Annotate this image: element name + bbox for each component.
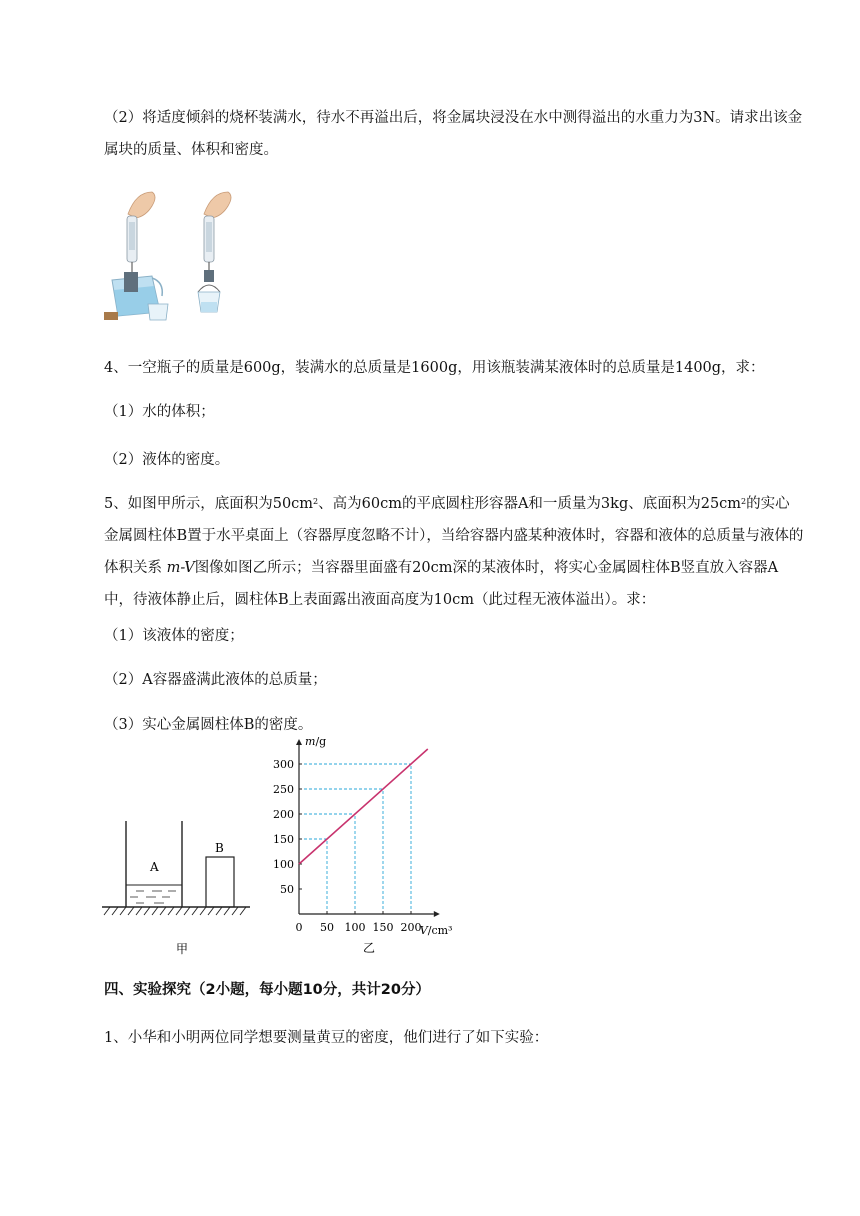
x-tick-label: 0 — [295, 921, 303, 934]
q4-sub2: （2）液体的密度。 — [104, 452, 230, 468]
cylinder-b-label: B — [215, 841, 224, 855]
q5-sub2: （2）A容器盛满此液体的总质量； — [104, 672, 327, 688]
y-tick-label: 200 — [273, 808, 294, 821]
section-4-heading: 四、实验探究（2小题，每小题10分，共计20分） — [104, 982, 430, 998]
y-tick-label: 300 — [273, 758, 294, 771]
q3-part2: （2）将适度倾斜的烧杯装满水，待水不再溢出后，将金属块浸没在水中测得溢出的水重力为3N。请求出该金属块的质量、体积和密度。 — [104, 110, 803, 158]
overflow-experiment-figure — [100, 186, 250, 326]
q5-stem: 5、如图甲所示，底面积为$50cm^2$、高为60cm的平底圆柱形容器A和一质量为3kg、底面积为$25cm^2$的实心金属圆柱体B置于水平桌面上（容器厚度忽略不计），当给容器内盛某种液体时，容器和液体的总质量与液体的体积关系 m-V图像如图乙所示；当容器里面盛有20cm深的某液体时，将实心金属圆柱体B竖直放入容器A中，待液体静止后，圆柱体B上表面露出液面高度为10cm（此过程无液体溢出）。求： — [104, 496, 804, 608]
x-tick-label: 200 — [400, 921, 422, 934]
x-tick-label: 50 — [320, 921, 334, 934]
x-axis-label: V/cm³ — [419, 924, 453, 937]
experiment-1-stem: 1、小华和小明两位同学想要测量黄豆的密度，他们进行了如下实验： — [104, 1030, 549, 1046]
q5-sub3: （3）实心金属圆柱体B的密度。 — [104, 717, 313, 733]
y-tick-label: 50 — [280, 883, 294, 896]
figure-jia — [100, 815, 260, 960]
q4-sub1: （1）水的体积； — [104, 404, 215, 420]
x-axis-arrow — [434, 911, 440, 917]
y-tick-label: 250 — [273, 783, 294, 796]
y-axis-label: m/g — [305, 735, 327, 748]
figure-yi-caption: 乙 — [362, 941, 376, 955]
x-tick-label: 100 — [344, 921, 366, 934]
q5-sub1: （1）该液体的密度； — [104, 628, 244, 644]
mv-series-line — [299, 749, 428, 864]
y-tick-label: 150 — [273, 833, 294, 846]
container-a-label: A — [150, 860, 159, 874]
figure-jia-caption: 甲 — [176, 942, 189, 956]
q4-stem: 4、一空瓶子的质量是600g，装满水的总质量是1600g，用该瓶装满某液体时的总质量是1400g，求： — [104, 360, 765, 376]
x-tick-label: 150 — [372, 921, 394, 934]
mv-chart — [266, 735, 476, 962]
y-tick-label: 100 — [273, 858, 294, 871]
